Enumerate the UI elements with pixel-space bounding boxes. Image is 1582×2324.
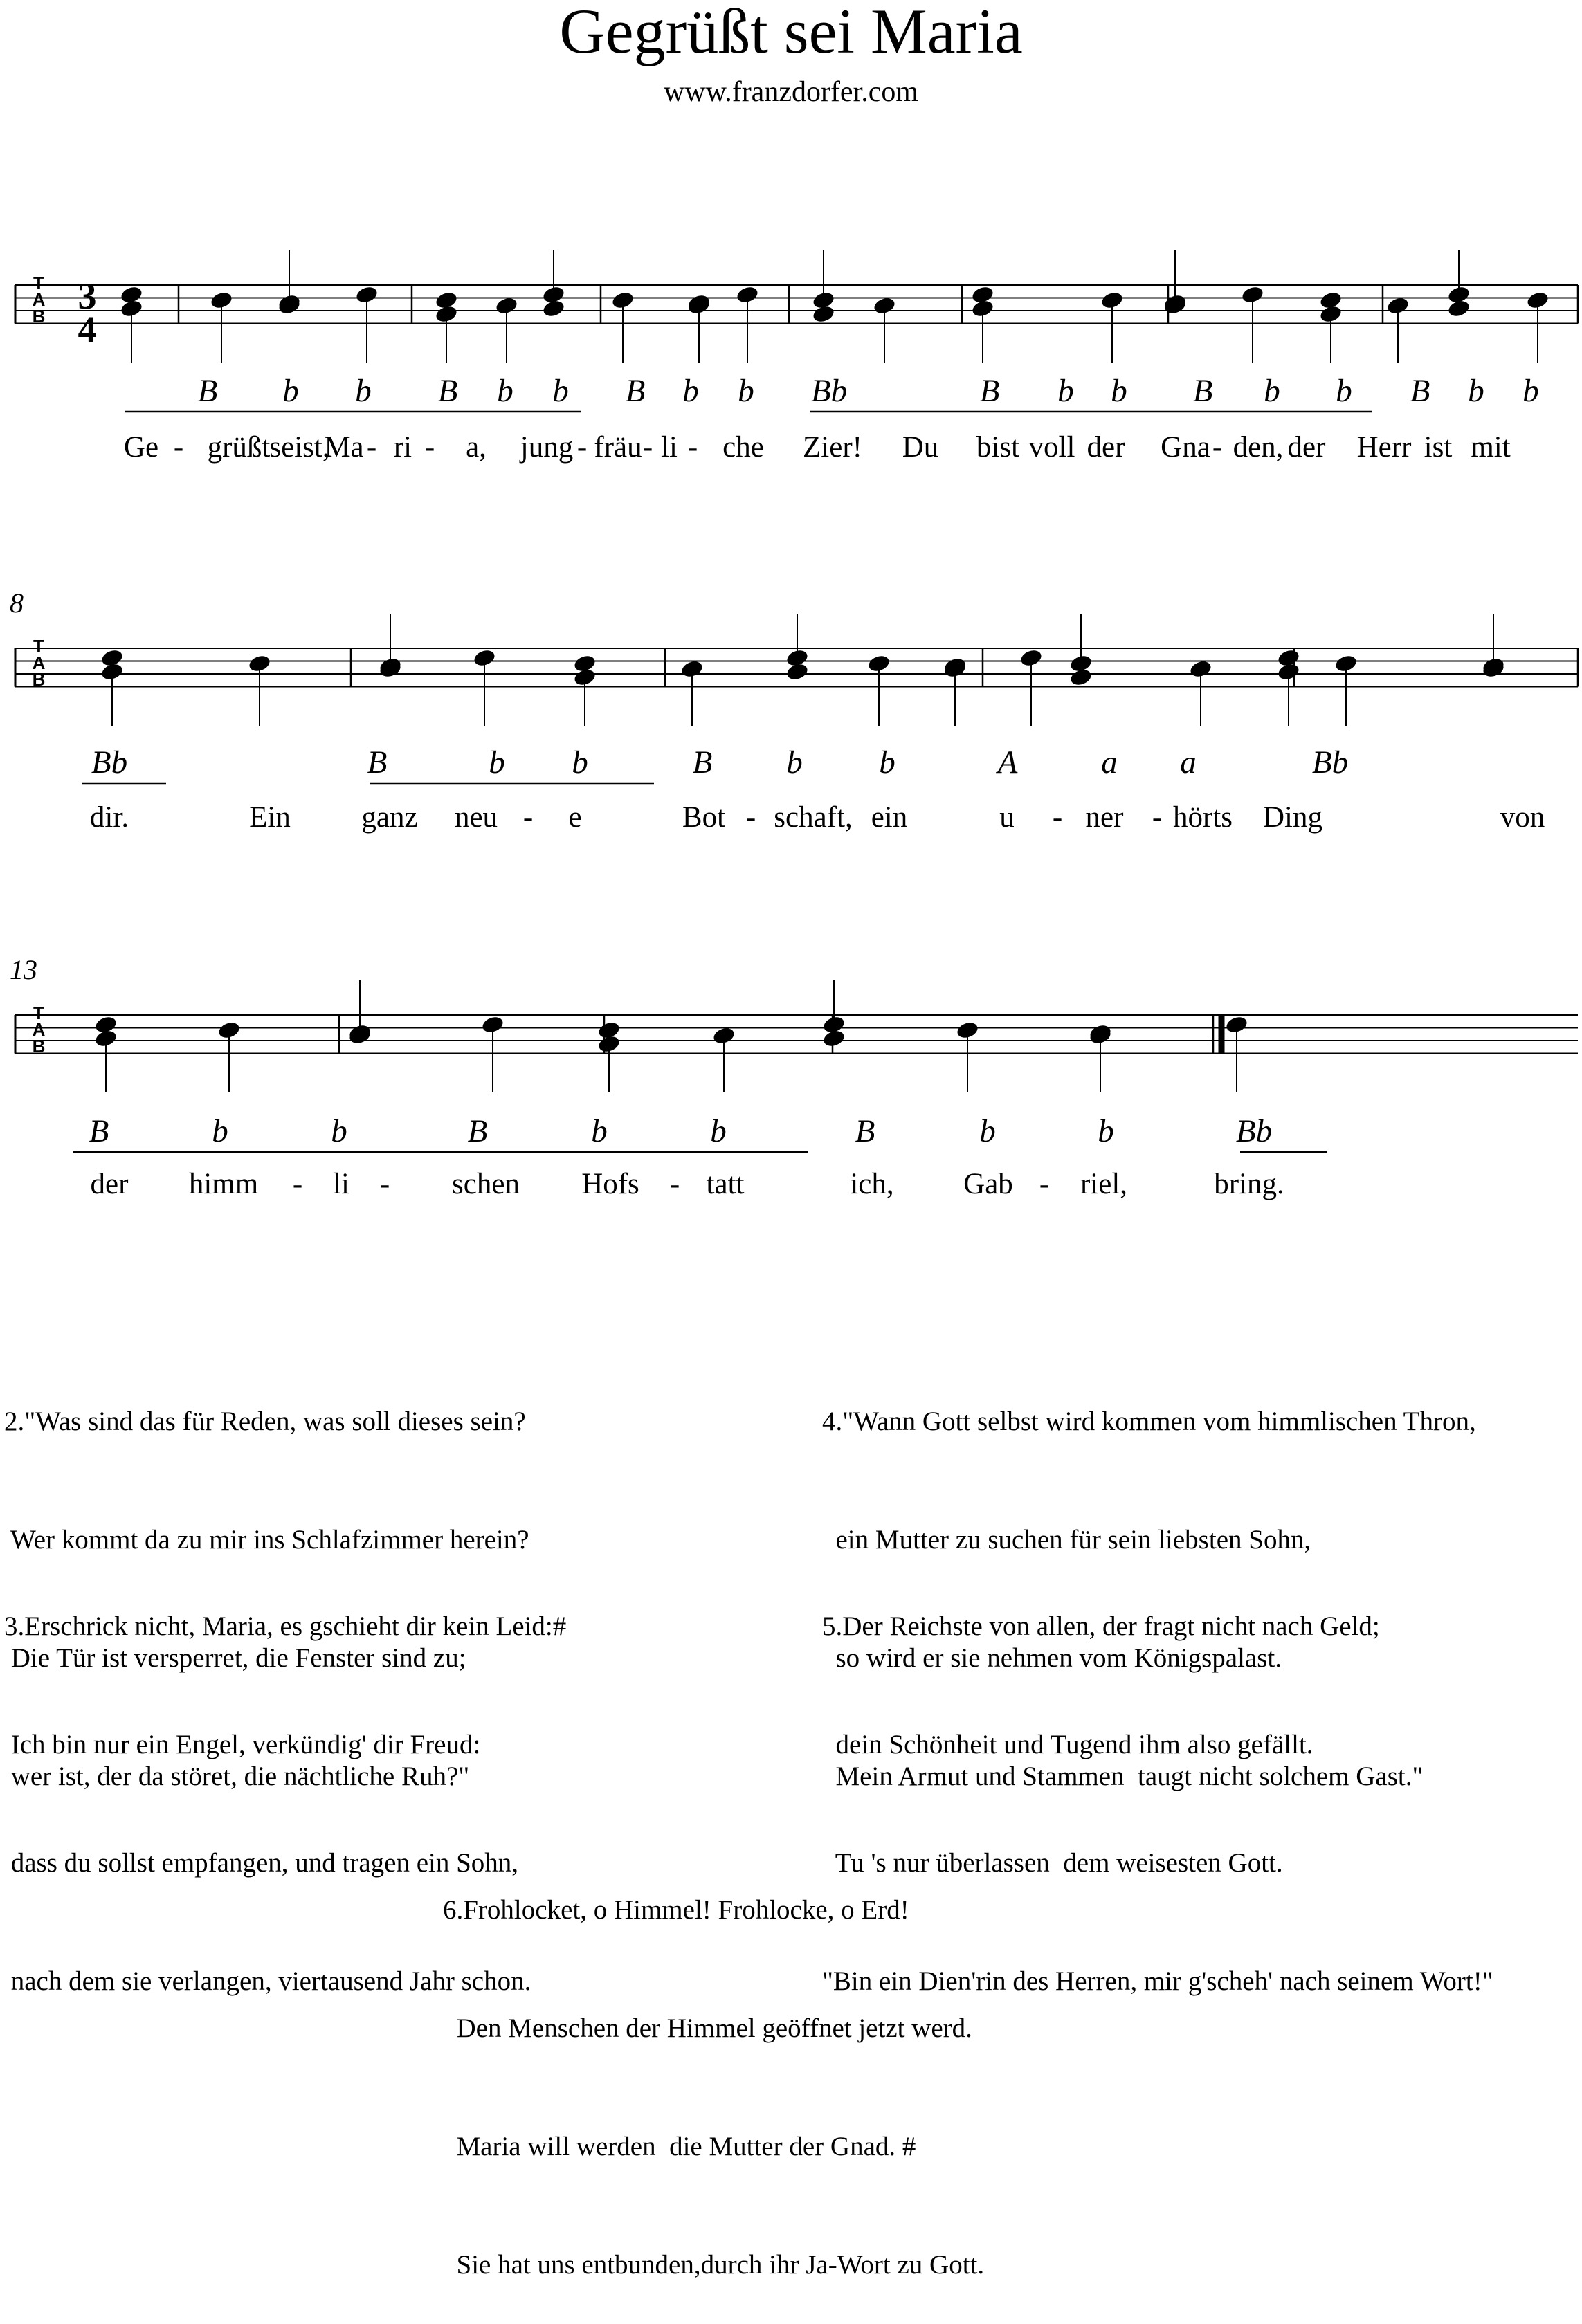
lyric-syllable: che — [722, 431, 764, 464]
chord-symbol: b — [710, 1113, 727, 1149]
chord-symbol: Bb — [1235, 1113, 1273, 1149]
lyric-syllable: Gna — [1161, 431, 1210, 464]
lyric-syllable: himm — [188, 1168, 259, 1200]
lyric-syllable: Ge — [123, 431, 159, 464]
chord-symbol: b — [212, 1113, 228, 1149]
lyric-syllable: u — [999, 801, 1015, 834]
lyric-syllable: a, — [466, 431, 487, 464]
lyric-syllable: ich, — [850, 1168, 894, 1200]
lyric-syllable: - — [522, 801, 534, 834]
verse-line: ein Mutter zu suchen für sein liebsten Sohn, — [822, 1525, 1311, 1555]
lyric-syllable: - — [292, 1168, 303, 1200]
chord-symbol: b — [1336, 373, 1352, 409]
tab-clef-letter: B — [32, 669, 46, 690]
verse-line: wer ist, der da störet, die nächtliche Ruh?" — [4, 1762, 470, 1791]
lyric-syllable: - — [1039, 1168, 1050, 1200]
measure-number: 13 — [10, 954, 37, 985]
verse-line: 2."Was sind das für Reden, was soll dieses sein? — [4, 1407, 526, 1436]
lyric-syllable: fräu — [594, 431, 642, 464]
lyric-syllable: - — [1052, 801, 1063, 834]
verse-line: Die Tür ist versperret, die Fenster sind zu; — [4, 1643, 466, 1673]
chord-symbol: b — [1264, 373, 1280, 409]
lyric-syllable: ist — [1424, 431, 1453, 464]
lyric-syllable: ri — [393, 431, 412, 464]
chord-symbol: B — [979, 373, 1000, 409]
chord-symbol: b — [1522, 373, 1539, 409]
verse-line: 5.Der Reichste von allen, der fragt nicht nach Geld; — [822, 1611, 1380, 1641]
verse-line: Ich bin nur ein Engel, verkündig' dir Freud: — [4, 1730, 481, 1759]
lyric-syllable: - — [576, 431, 588, 464]
chord-symbol: a — [1180, 744, 1197, 780]
chord-symbol: Bb — [810, 373, 848, 409]
lyric-syllable: der — [1287, 431, 1326, 464]
chord-symbol: B — [437, 373, 458, 409]
time-signature-top: 3 — [78, 275, 97, 317]
chord-symbol: b — [1468, 373, 1484, 409]
chord-symbol: B — [625, 373, 646, 409]
lyric-syllable: li — [333, 1168, 349, 1200]
chord-symbol: b — [552, 373, 569, 409]
lyric-syllable: - — [745, 801, 756, 834]
lyric-syllable: ner — [1085, 801, 1124, 834]
chord-symbol: b — [979, 1113, 996, 1149]
song-title: Gegrüßt sei Maria — [559, 0, 1023, 66]
lyric-syllable: Du — [902, 431, 939, 464]
lyric-syllable: ganz — [361, 801, 418, 834]
lyric-syllable: Hofs — [581, 1168, 639, 1200]
lyric-syllable: Ding — [1263, 801, 1322, 834]
lyric-syllable: - — [1152, 801, 1163, 834]
tab-clef-letter: B — [32, 1036, 46, 1056]
chord-symbol: b — [738, 373, 754, 409]
chord-symbol: b — [282, 373, 299, 409]
chord-symbol: b — [682, 373, 699, 409]
lyric-syllable: Gab — [963, 1168, 1013, 1200]
lyric-syllable: der — [90, 1168, 129, 1200]
tab-clef-letter: A — [32, 289, 46, 310]
note-head — [811, 304, 835, 324]
lyric-syllable: mit — [1471, 431, 1511, 464]
chord-symbol: b — [591, 1113, 608, 1149]
verse-line: Den Menschen der Himmel geöffnet jetzt werd. — [443, 2013, 972, 2043]
lyric-syllable: - — [366, 431, 377, 464]
chord-symbol: B — [467, 1113, 488, 1149]
chord-symbol: A — [997, 744, 1018, 780]
chord-symbol: b — [497, 373, 513, 409]
verse-line: so wird er sie nehmen vom Königspalast. — [822, 1643, 1282, 1673]
chord-symbol: b — [786, 744, 803, 780]
chord-symbol: a — [1101, 744, 1118, 780]
note-head — [1069, 667, 1093, 687]
lyric-syllable: bist — [976, 431, 1020, 464]
lyric-syllable: - — [687, 431, 698, 464]
chord-symbol: b — [489, 744, 505, 780]
lyric-syllable: - — [669, 1168, 680, 1200]
chord-symbol: b — [355, 373, 372, 409]
tab-clef-letter: A — [32, 1019, 46, 1040]
chord-symbol: b — [1098, 1113, 1114, 1149]
lyric-syllable: grüßt — [207, 431, 271, 464]
verse-line: Maria will werden die Mutter der Gnad. # — [443, 2132, 916, 2161]
chord-symbol: B — [855, 1113, 875, 1149]
lyric-syllable: der — [1087, 431, 1125, 464]
lyric-syllable: Zier! — [803, 431, 862, 464]
lyric-syllable: - — [1212, 431, 1223, 464]
chord-symbol: b — [1111, 373, 1127, 409]
lyric-syllable: riel, — [1080, 1168, 1128, 1200]
verse-line: "Bin ein Dien'rin des Herren, mir g'scheh' nach seinem Wort!" — [822, 1966, 1493, 1996]
chord-symbol: B — [1192, 373, 1213, 409]
note-head — [785, 661, 809, 681]
website-credit: www.franzdorfer.com — [663, 76, 919, 108]
lyric-syllable: den, — [1233, 431, 1284, 464]
lyric-syllable: neu — [454, 801, 498, 834]
chord-symbol: B — [1410, 373, 1430, 409]
lyric-syllable: dir. — [89, 801, 129, 834]
lyric-syllable: - — [173, 431, 184, 464]
tab-clef-letter: A — [32, 652, 46, 673]
tab-clef-letter: T — [33, 1003, 44, 1023]
chord-symbol: Bb — [91, 744, 128, 780]
lyric-syllable: bring. — [1214, 1168, 1284, 1200]
lyric-syllable: schen — [452, 1168, 520, 1200]
lyric-syllable: Ma — [324, 431, 364, 464]
lyric-syllable: jung — [520, 431, 574, 464]
note-head — [821, 1028, 846, 1048]
chord-symbol: b — [331, 1113, 347, 1149]
tab-clef-letter: T — [33, 273, 44, 293]
lyric-syllable: e — [568, 801, 582, 834]
lyric-syllable: von — [1500, 801, 1545, 834]
lyric-syllable: - — [642, 431, 653, 464]
tab-clef-letter: B — [32, 306, 46, 327]
lyric-syllable: tatt — [706, 1168, 745, 1200]
lyric-syllable: seist, — [269, 431, 330, 464]
note-head — [541, 298, 565, 318]
verse-line: nach dem sie verlangen, viertausend Jahr schon. — [4, 1966, 531, 1996]
chord-symbol: B — [367, 744, 388, 780]
chord-symbol: b — [1057, 373, 1074, 409]
lyric-syllable: li — [661, 431, 678, 464]
verse-line: 4."Wann Gott selbst wird kommen vom himmlischen Thron, — [822, 1407, 1476, 1436]
lyric-syllable: voll — [1028, 431, 1075, 464]
verse-line: Tu 's nur überlassen dem weisesten Gott. — [822, 1848, 1283, 1878]
verse-line: Mein Armut und Stammen taugt nicht solchem Gast." — [822, 1762, 1424, 1791]
measure-number: 8 — [10, 587, 24, 619]
chord-symbol: b — [879, 744, 895, 780]
lyric-syllable: Ein — [249, 801, 291, 834]
lyric-syllable: - — [379, 1168, 390, 1200]
verse-line: 6.Frohlocket, o Himmel! Frohlocke, o Erd! — [443, 1895, 909, 1925]
tab-clef-letter: T — [33, 636, 44, 657]
lyric-syllable: - — [424, 431, 435, 464]
chord-symbol: Bb — [1311, 744, 1349, 780]
verse-line: 3.Erschrick nicht, Maria, es gschieht dir kein Leid:# — [4, 1611, 567, 1641]
chord-symbol: B — [197, 373, 218, 409]
verse-6 — [443, 1811, 984, 2324]
chord-symbol: B — [692, 744, 713, 780]
lyric-syllable: Herr — [1356, 431, 1412, 464]
chord-symbol: b — [572, 744, 588, 780]
verse-line: dass du sollst empfangen, und tragen ein Sohn, — [4, 1848, 519, 1878]
note-head — [1446, 298, 1471, 318]
verse-line: dein Schönheit und Tugend ihm also gefällt. — [822, 1730, 1313, 1759]
verse-line: Sie hat uns entbunden,durch ihr Ja-Wort zu Gott. — [443, 2250, 985, 2280]
time-signature-bottom: 4 — [78, 309, 97, 350]
lyric-syllable: Bot — [682, 801, 726, 834]
lyric-syllable: schaft, — [774, 801, 853, 834]
chord-symbol: B — [89, 1113, 109, 1149]
lyric-syllable: hörts — [1173, 801, 1233, 834]
verse-line: Wer kommt da zu mir ins Schlafzimmer herein? — [4, 1525, 529, 1555]
lyric-syllable: ein — [871, 801, 908, 834]
